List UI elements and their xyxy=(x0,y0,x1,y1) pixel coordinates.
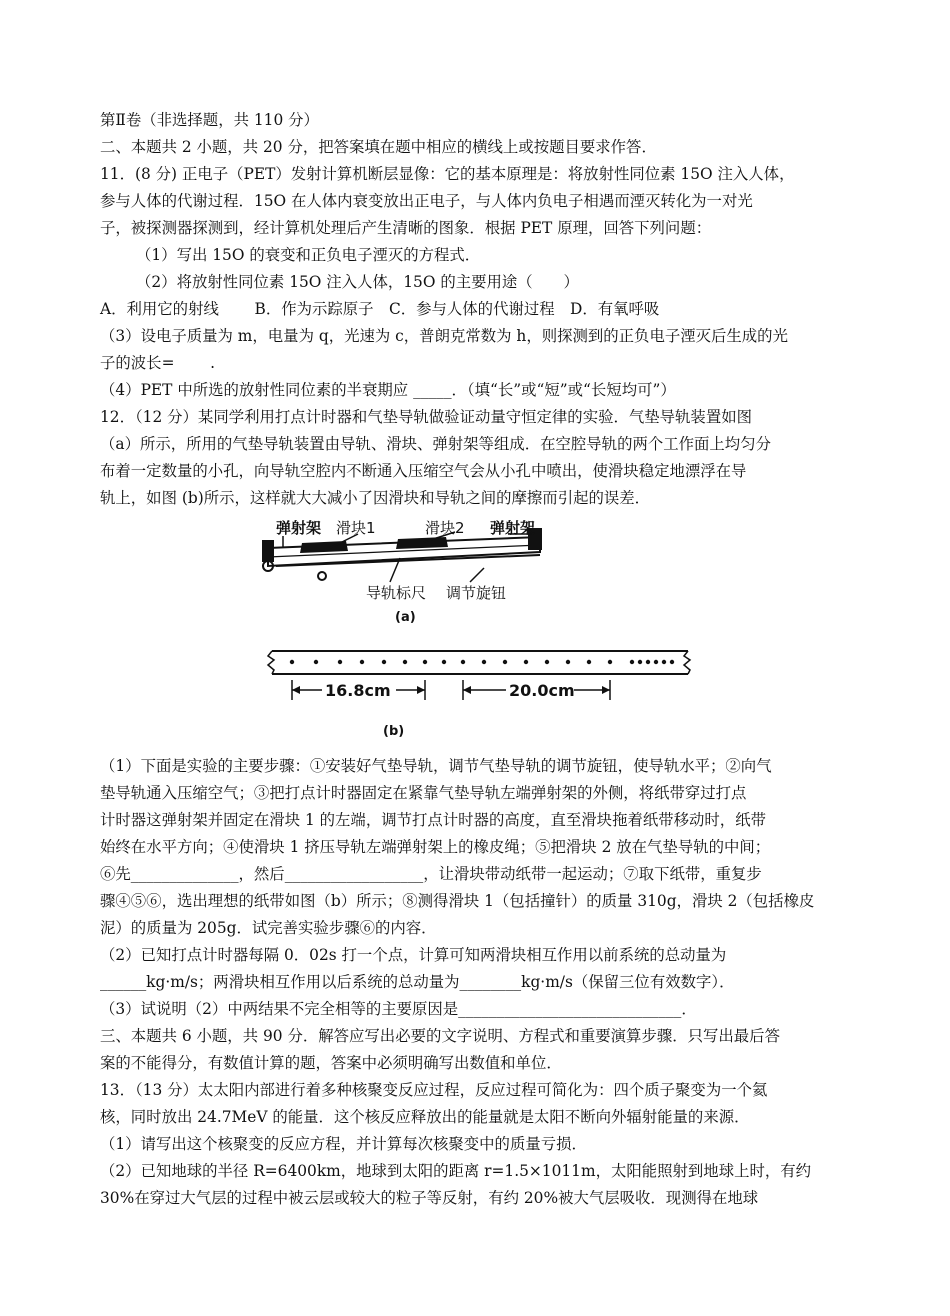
q13-sub1: （1）请写出这个核聚变的反应方程，并计算每次核聚变中的质量亏损． xyxy=(100,1135,587,1153)
part3-heading: 案的不能得分，有数值计算的题，答案中必须明确写出数值和单位． xyxy=(100,1054,562,1072)
tape-dot xyxy=(654,660,658,664)
tape-dot xyxy=(545,660,549,664)
paper-tape-diagram xyxy=(268,651,690,739)
tape-dot xyxy=(662,660,666,664)
q11-options: A．利用它的射线 B．作为示踪原子 C．参与人体的代谢过程 D．有氧呼吸 xyxy=(100,300,660,318)
tape-dot xyxy=(382,660,386,664)
tape-dot xyxy=(403,660,407,664)
q12-sub2-line: ______kg·m/s；两滑块相互作用以后系统的总动量为________kg·m/s（保留三位有效数字）． xyxy=(100,973,735,991)
part2-heading: 二、本题共 2 小题，共 20 分，把答案填在题中相应的横线上或按题目要求作答． xyxy=(100,138,657,156)
tape-dot xyxy=(442,660,446,664)
q12-text-line: 布着一定数量的小孔，向导轨空腔内不断通入压缩空气会从小孔中喷出，使滑块稳定地漂浮在导 xyxy=(100,462,747,480)
tape-dots xyxy=(290,660,674,664)
q12-text-line: 12．（12 分）某同学利用打点计时器和气垫导轨做验证动量守恒定律的实验．气垫导轨装置如图 xyxy=(100,408,752,426)
label-slider-2: 滑块2 xyxy=(425,519,465,537)
part3-heading: 三、本题共 6 小题，共 90 分．解答应写出必要的文字说明、方程式和重要演算步骤．只写出最后答 xyxy=(100,1027,780,1045)
tape-dot xyxy=(461,660,465,664)
q13-sub2-line: 30%在穿过大气层的过程中被云层或较大的粒子等反射，有约 20%被大气层吸收．现测得在地球 xyxy=(100,1189,759,1207)
q12-step-line: 泥）的质量为 205g．试完善实验步骤⑥的内容． xyxy=(100,919,437,937)
q12-step-line: 骤④⑤⑥，选出理想的纸带如图（b）所示；⑧测得滑块 1（包括撞针）的质量 310g，滑块 2（包括橡皮 xyxy=(100,892,815,910)
q13-text-line: 13．（13 分）太太阳内部进行着多种核聚变反应过程，反应过程可简化为：四个质子聚变为一个氦 xyxy=(100,1081,768,1099)
q12-step-line: 垫导轨通入压缩空气；③把打点计时器固定在紧靠气垫导轨左端弹射架的外侧，将纸带穿过打点 xyxy=(100,784,747,802)
q11-sub3-line: （3）设电子质量为 m，电量为 q，光速为 c，普朗克常数为 h，则探测到的正负电子湮灭后生成的光 xyxy=(100,327,788,345)
tape-dot xyxy=(360,660,364,664)
label-track-ruler: 导轨标尺 xyxy=(366,584,427,602)
q12-step-line: ⑥先______________，然后__________________，让滑块带动纸带一起运动；⑦取下纸带，重复步 xyxy=(100,865,762,883)
label-slider-1: 滑块1 xyxy=(336,519,376,537)
q13-sub2-line: （2）已知地球的半径 R=6400km，地球到太阳的距离 r=1.5×1011m，太阳能照射到地球上时，有约 xyxy=(100,1162,812,1180)
q11-sub4: （4）PET 中所选的放射性同位素的半衰期应 _____．（填“长”或“短”或“长短均可”） xyxy=(100,381,676,399)
q11-text-line: 参与人体的代谢过程．15O 在人体内衰变放出正电子，与人体内负电子相遇而湮灭转化为一对光 xyxy=(100,192,753,210)
q11-text-line: 子，被探测器探测到，经计算机处理后产生清晰的图象．根据 PET 原理，回答下列问题： xyxy=(100,219,712,237)
label-launcher-right: 弹射架 xyxy=(490,519,536,537)
q11-sub2: （2）将放射性同位素 15O 注入人体，15O 的主要用途（ ） xyxy=(136,273,579,291)
section-title: 第Ⅱ卷（非选择题，共 110 分） xyxy=(100,111,319,129)
distance-label-1: 16.8cm xyxy=(325,681,391,700)
q12-step-line: 始终在水平方向；④使滑块 1 挤压导轨左端弹射架上的橡皮绳；⑤把滑块 2 放在气垫导轨的中间； xyxy=(100,838,771,856)
air-track-diagram xyxy=(262,519,542,625)
tape-dot xyxy=(670,660,674,664)
tape-dot xyxy=(482,660,486,664)
tape-dot xyxy=(338,660,342,664)
distance-label-2: 20.0cm xyxy=(509,681,575,700)
tape-dot xyxy=(290,660,294,664)
q12-text-line: （a）所示，所用的气垫导轨装置由导轨、滑块、弹射架等组成．在空腔导轨的两个工作面上均匀分 xyxy=(100,435,771,453)
tape-dot xyxy=(314,660,318,664)
adjust-knob xyxy=(318,572,326,580)
label-adjust-knob: 调节旋钮 xyxy=(446,584,507,602)
tape-dot xyxy=(646,660,650,664)
tape-dot xyxy=(524,660,528,664)
q12-step-line: （1）下面是实验的主要步骤：①安装好气垫导轨，调节气垫导轨的调节旋钮，使导轨水平；②向气 xyxy=(100,757,772,775)
q12-sub3: （3）试说明（2）中两结果不完全相等的主要原因是_____________________________． xyxy=(100,1000,697,1018)
figure-a-caption: (a) xyxy=(395,610,416,625)
left-launcher xyxy=(262,540,274,562)
label-launcher-left: 弹射架 xyxy=(276,519,322,537)
figure-b-caption: (b) xyxy=(383,724,405,739)
q12-step-line: 计时器这弹射架并固定在滑块 1 的左端，调节打点计时器的高度，直至滑块拖着纸带移动时，纸带 xyxy=(100,811,766,829)
q11-text-line: 11．(8 分) 正电子（PET）发射计算机断层显像：它的基本原理是：将放射性同位素 15O 注入人体， xyxy=(100,165,795,183)
q11-sub1: （1）写出 15O 的衰变和正负电子湮灭的方程式． xyxy=(136,246,481,264)
tape-dot xyxy=(608,660,612,664)
tape-dot xyxy=(423,660,427,664)
q13-text-line: 核，同时放出 24.7MeV 的能量．这个核反应释放出的能量就是太阳不断向外辐射能量的来源． xyxy=(100,1108,750,1126)
tape-dot xyxy=(638,660,642,664)
q12-sub2-line: （2）已知打点计时器每隔 0．02s 打一个点，计算可知两滑块相互作用以前系统的总动量为 xyxy=(100,946,727,964)
q12-text-line: 轨上，如图 (b)所示，这样就大大减小了因滑块和导轨之间的摩擦而引起的误差． xyxy=(100,489,651,507)
slider-2 xyxy=(396,537,448,549)
tape-dot xyxy=(566,660,570,664)
tape-dot xyxy=(630,660,634,664)
q11-sub3-line: 子的波长= . xyxy=(100,354,216,372)
tape-dot xyxy=(503,660,507,664)
tape-dot xyxy=(587,660,591,664)
